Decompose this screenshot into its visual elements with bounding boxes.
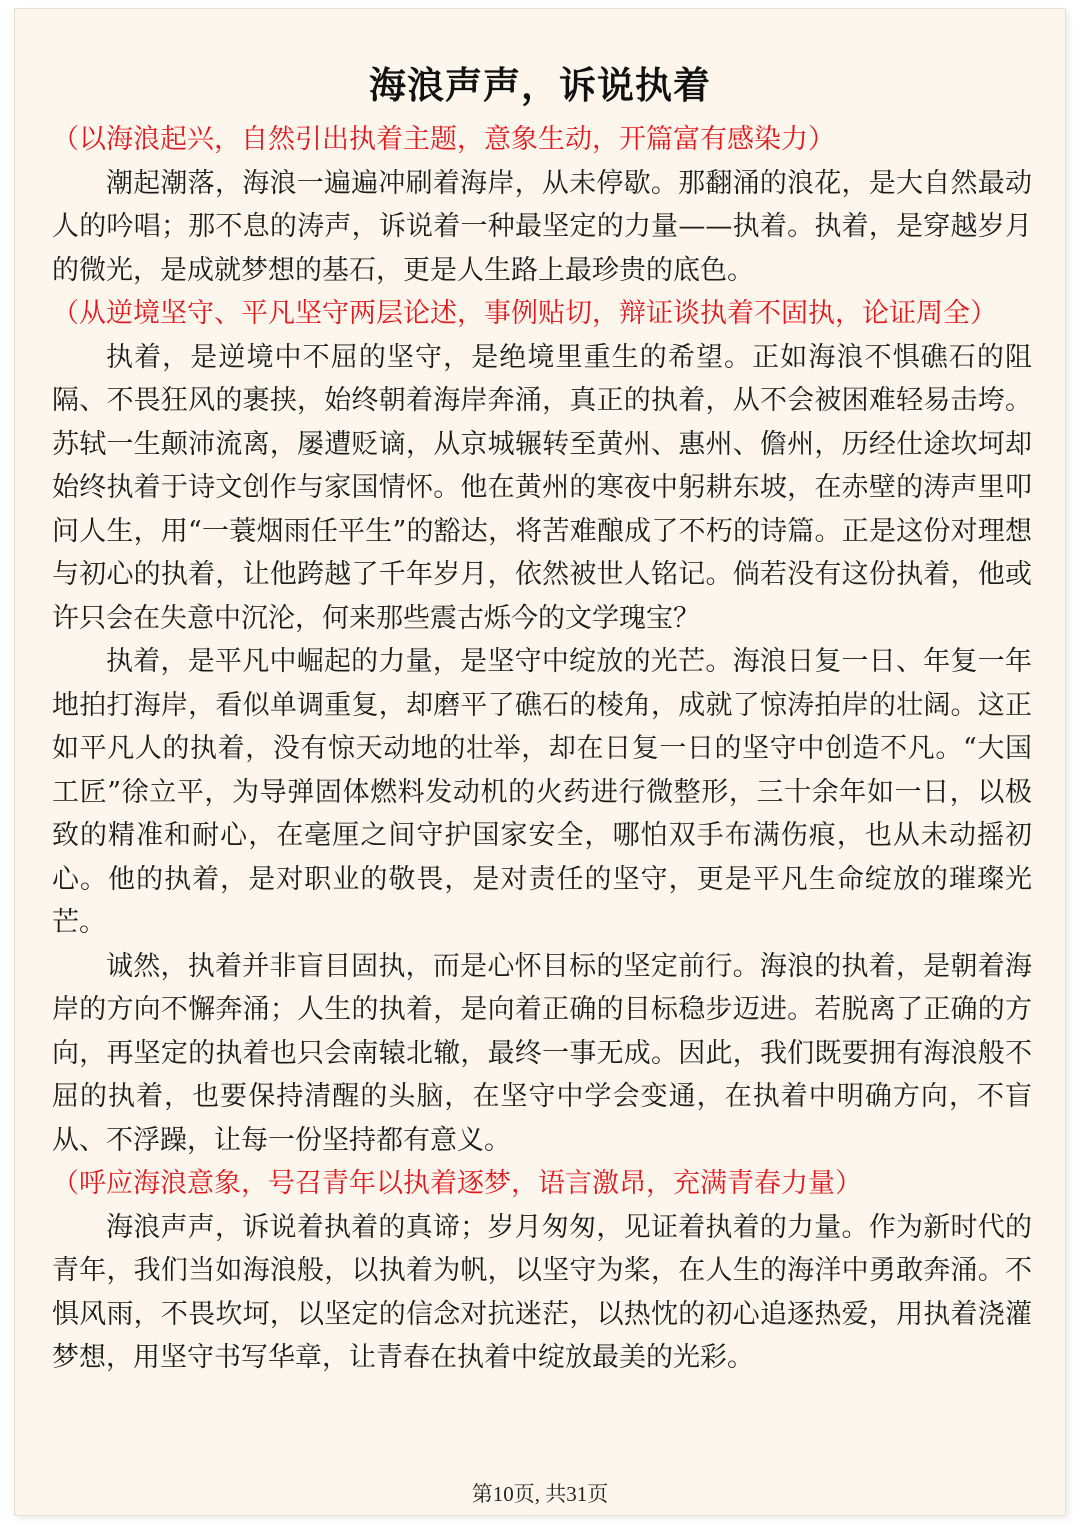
paragraph-ordinary: 执着，是平凡中崛起的力量，是坚守中绽放的光芒。海浪日复一日、年复一年地拍打海岸，看似单调重复，却磨平了礁石的棱角，成就了惊涛拍岸的壮阔。这正如平凡人的执着，没有惊天动地的壮举，却在日复一日的坚守中创造不凡。“大国工匠”徐立平，为导弹固体燃料发动机的火药进行微整形，三十余年如一日，以极致的精准和耐心，在毫厘之间守护国家安全，哪怕双手布满伤痕，也从未动摇初心。他的执着，是对职业的敬畏，是对责任的坚守，更是平凡生命绽放的璀璨光芒。: [52, 646, 1032, 938]
comment-conclusion: （呼应海浪意象，号召青年以执着逐梦，语言激昂，充满青春力量）: [52, 1168, 862, 1199]
comment-body: （从逆境坚守、平凡坚守两层论述，事例贴切，辩证谈执着不固执，论证周全）: [52, 298, 997, 329]
comment-intro: （以海浪起兴，自然引出执着主题，意象生动，开篇富有感染力）: [52, 124, 835, 155]
paragraph-adversity: 执着，是逆境中不屈的坚守，是绝境里重生的希望。正如海浪不惧礁石的阻隔、不畏狂风的裹挟，始终朝着海岸奔涌，真正的执着，从不会被困难轻易击垮。苏轼一生颠沛流离，屡遭贬谪，从京城辗转至黄州、惠州、儋州，历经仕途坎坷却始终执着于诗文创作与家国情怀。他在黄州的寒夜中躬耕东坡，在赤壁的涛声里叩问人生，用“一蓑烟雨任平生”的豁达，将苦难酿成了不朽的诗篇。正是这份对理想与初心的执着，让他跨越了千年岁月，依然被世人铭记。倘若没有这份执着，他或许只会在失意中沉沦，何来那些震古烁今的文学瑰宝？: [52, 341, 1032, 634]
essay-title: 海浪声声，诉说执着: [369, 63, 711, 107]
page-number: 第10页, 共31页: [471, 1482, 609, 1506]
paragraph-dialectic: 诚然，执着并非盲目固执，而是心怀目标的坚定前行。海浪的执着，是朝着海岸的方向不懈奔涌；人生的执着，是向着正确的目标稳步迈进。若脱离了正确的方向，再坚定的执着也只会南辕北辙，最终一事无成。因此，我们既要拥有海浪般不屈的执着，也要保持清醒的头脑，在坚守中学会变通，在执着中明确方向，不盲从、不浮躁，让每一份坚持都有意义。: [52, 950, 1032, 1156]
paragraph-intro: 潮起潮落，海浪一遍遍冲刷着海岸，从未停歇。那翻涌的浪花，是大自然最动人的吟唱；那不息的涛声，诉说着一种最坚定的力量——执着。执着，是穿越岁月的微光，是成就梦想的基石，更是人生路上最珍贵的底色。: [52, 167, 1032, 286]
paragraph-conclusion: 海浪声声，诉说着执着的真谛；岁月匆匆，见证着执着的力量。作为新时代的青年，我们当如海浪般，以执着为帆，以坚守为桨，在人生的海洋中勇敢奔涌。不惧风雨，不畏坎坷，以坚定的信念对抗迷茫，以热忱的初心追逐热爱，用执着浇灌梦想，用坚守书写华章，让青春在执着中绽放最美的光彩。: [52, 1211, 1032, 1373]
essay-body: [52, 118, 1032, 1380]
document-page: [14, 8, 1066, 1516]
